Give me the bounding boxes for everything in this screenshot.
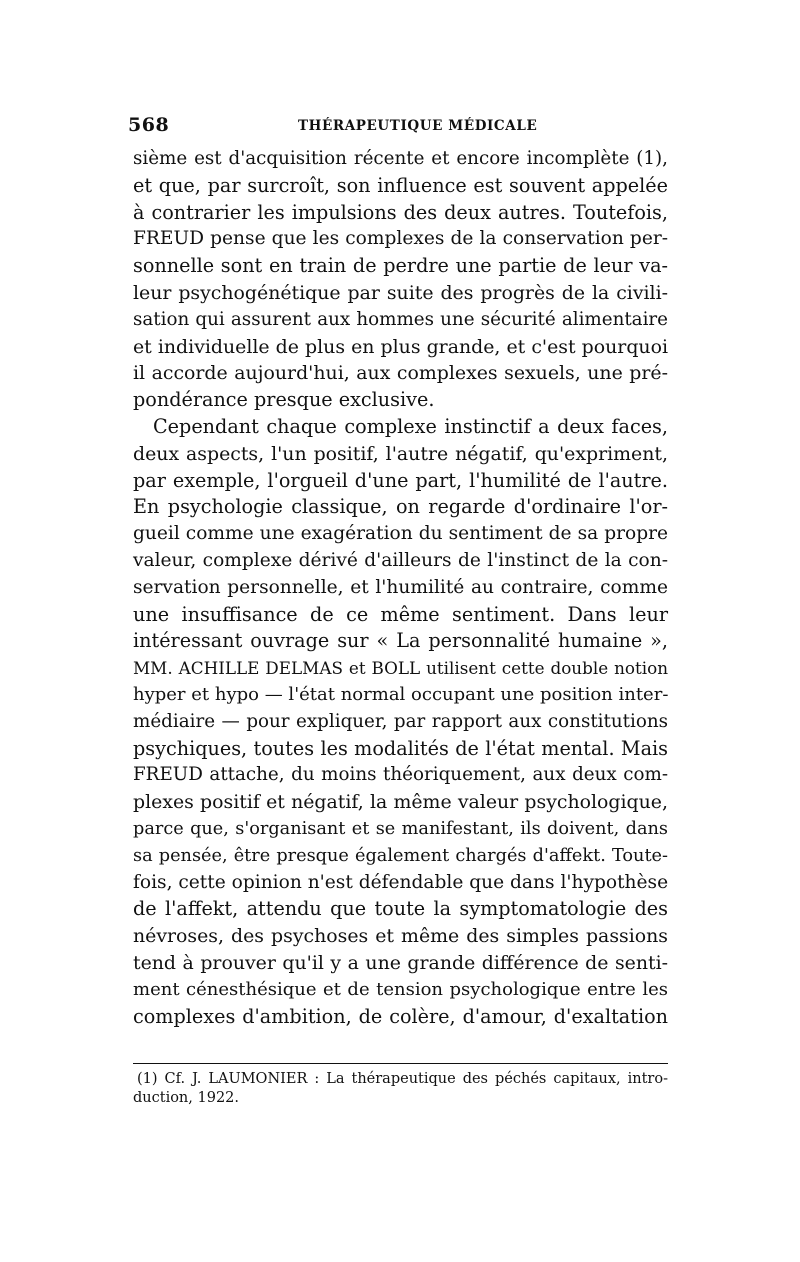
text-line: sonnelle sont en train de perdre une partie de leur va-	[133, 254, 668, 278]
text-line: pondérance presque exclusive.	[133, 388, 435, 412]
body-text	[133, 146, 668, 1030]
text-line: deux aspects, l'un positif, l'autre négatif, qu'expriment,	[133, 442, 668, 465]
text-line: En psychologie classique, on regarde d'ordinaire l'or-	[133, 495, 668, 519]
footnote-line: duction, 1922.	[133, 1090, 240, 1106]
text-line: ment cénesthésique et de tension psychologique entre les	[133, 978, 668, 1000]
text-line: sa pensée, être presque également chargés d'affekt. Toute-	[133, 845, 668, 866]
footnote-rule	[133, 1063, 668, 1064]
text-line: à contrarier les impulsions des deux autres. Toutefois,	[133, 200, 668, 224]
text-line: de l'affekt, attendu que toute la symptomatologie des	[133, 897, 668, 921]
text-line: sième est d'acquisition récente et encore incomplète (1),	[133, 148, 668, 169]
text-line: parce que, s'organisant et se manifestant, ils doivent, dans	[133, 818, 668, 839]
text-line: FREUD pense que les complexes de la conservation per-	[133, 228, 668, 250]
text-line: fois, cette opinion n'est défendable que dans l'hypothèse	[133, 871, 669, 893]
text-line: valeur, complexe dérivé d'ailleurs de l'instinct de la con-	[133, 549, 668, 571]
text-line: une insuffisance de ce même sentiment. Dans leur	[133, 602, 668, 626]
text-line: et que, par surcroît, son influence est souvent appelée	[133, 173, 668, 197]
text-line: gueil comme une exagération du sentiment de sa propre	[133, 523, 668, 545]
text-line: leur psychogénétique par suite des progrès de la civili-	[133, 281, 668, 304]
text-line: complexes d'ambition, de colère, d'amour, d'exaltation	[133, 1004, 668, 1028]
text-line: et individuelle de plus en plus grande, et c'est pourquoi	[133, 335, 668, 358]
text-line: intéressant ouvrage sur « La personnalité humaine »,	[133, 629, 668, 653]
text-line: plexes positif et négatif, la même valeur psychologique,	[133, 791, 668, 814]
text-line: Cependant chaque complexe instinctif a deux faces,	[153, 414, 668, 438]
footnotes	[133, 1070, 668, 1108]
text-line: psychiques, toutes les modalités de l'état mental. Mais	[133, 736, 668, 760]
running-title: THÉRAPEUTIQUE MÉDICALE	[298, 118, 538, 134]
text-line: par exemple, l'orgueil d'une part, l'humilité de l'autre.	[133, 468, 668, 492]
page-number: 568	[128, 114, 170, 136]
text-line: FREUD attache, du moins théoriquement, aux deux com-	[133, 764, 668, 786]
text-line: médiaire — pour expliquer, par rapport aux constitutions	[133, 710, 668, 732]
text-line: tend à prouver qu'il y a une grande différence de senti-	[133, 951, 668, 974]
running-head	[128, 114, 668, 138]
text-line: MM. ACHILLE DELMAS et BOLL utilisent cette double notion	[133, 658, 668, 679]
text-line: névroses, des psychoses et même des simples passions	[133, 925, 668, 948]
text-line: servation personnelle, et l'humilité au contraire, comme	[133, 576, 668, 598]
text-line: hyper et hypo — l'état normal occupant une position inter-	[133, 683, 669, 705]
text-line: il accorde aujourd'hui, aux complexes sexuels, une pré-	[133, 362, 668, 385]
footnote-line: (1) Cf. J. LAUMONIER : La thérapeutique des péchés capitaux, intro-	[137, 1071, 668, 1087]
text-line: sation qui assurent aux hommes une sécurité alimentaire	[133, 308, 668, 330]
